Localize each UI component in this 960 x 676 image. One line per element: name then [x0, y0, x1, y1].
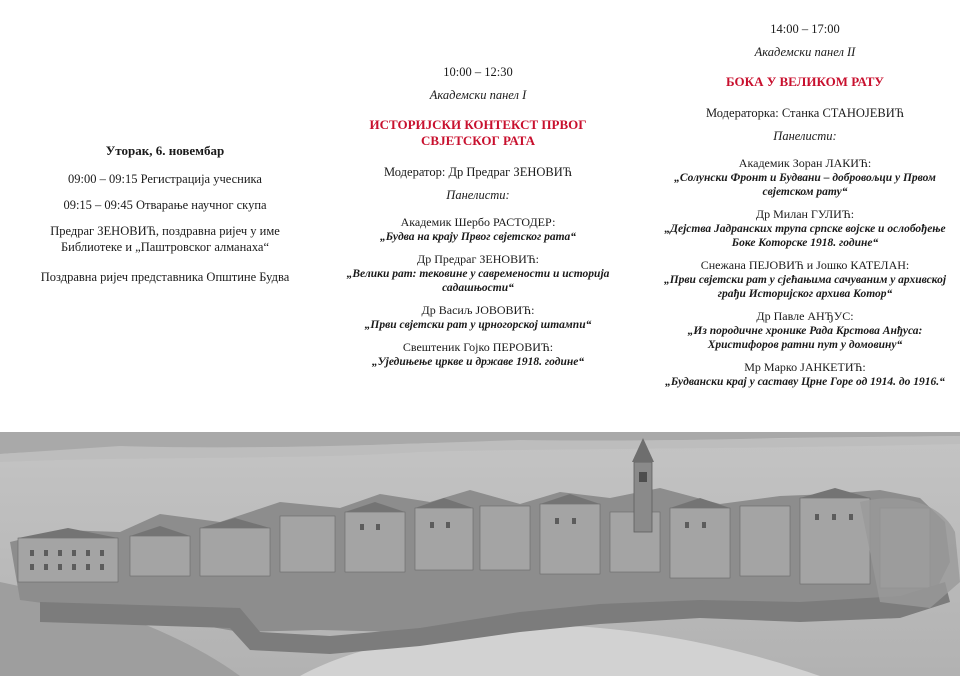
panel-2-panelists-label: Панелисти:	[773, 129, 837, 143]
talk-title: „Солунски Фронт и Будвани – добровољци у Првом свјетском рату“	[674, 172, 936, 198]
talk-item	[655, 156, 955, 199]
talk-item	[655, 309, 955, 352]
panel-1-column	[338, 65, 618, 377]
talk-title: „Уједињење цркве и државе 1918. године“	[371, 356, 585, 368]
panel-2-label: Академски панел II	[754, 45, 856, 59]
day-date: Уторак, 6. новембар	[105, 143, 225, 158]
talk-speaker: Др Предраг ЗЕНОВИЋ:	[417, 252, 539, 266]
historical-photo	[0, 432, 960, 676]
talk-speaker: Мр Марко ЈАНКЕТИЋ:	[744, 360, 866, 374]
panel-2-column	[655, 22, 955, 397]
schedule-registration: 09:00 – 09:15 Регистрација учесника	[68, 172, 262, 186]
talk-title: „Дејства Јадранских трупа српске војске и ослобођење Боке Которске 1918. године“	[664, 223, 946, 249]
talk-speaker: Др Милан ГУЛИЋ:	[755, 207, 855, 221]
opening-column	[20, 143, 310, 299]
talk-title: „Будвански крај у саставу Црне Горе од 1914. до 1916.“	[665, 376, 945, 388]
talk-item	[338, 215, 618, 244]
talk-item	[655, 207, 955, 250]
greeting-municipality: Поздравна ријеч представника Општине Будва	[40, 270, 290, 284]
panel-1-title: ИСТОРИЈСКИ КОНТЕКСТ ПРВОГ СВЈЕТСКОГ РАТА	[369, 117, 587, 148]
panel-2-moderator: Модераторка: Станка СТАНОЈЕВИЋ	[705, 106, 905, 120]
panel-1-moderator: Модератор: Др Предраг ЗЕНОВИЋ	[383, 165, 573, 179]
talk-title: „Будва на крају Првог свјетског рата“	[379, 231, 577, 243]
panel-1-label: Академски панел I	[429, 88, 527, 102]
talk-title: „Први свјетски рат у сјећањима сачуваним у архивској грађи Историјског архива Котор“	[663, 274, 947, 300]
panel-1-panelists-label: Панелисти:	[446, 188, 510, 202]
talk-title: „Велики рат: тековине у савремености и историја садашњости“	[346, 268, 610, 294]
talk-speaker: Академик Зоран ЛАКИЋ:	[738, 156, 872, 170]
talk-title: „Први свјетски рат у црногорској штампи“	[364, 319, 592, 331]
talk-item	[338, 303, 618, 332]
talk-speaker: Свештеник Гојко ПЕРОВИЋ:	[402, 340, 554, 354]
talk-speaker: Др Васиљ ЈОВОВИЋ:	[421, 303, 535, 317]
panel-2-title: БОКА У ВЕЛИКОМ РАТУ	[726, 74, 884, 89]
talk-title: „Из породичне хронике Рада Крстова Анђуса: Христифоров ратни пут у домовину“	[687, 325, 923, 351]
talk-item	[338, 340, 618, 369]
old-town-illustration	[0, 432, 960, 676]
greeting-library: Предраг ЗЕНОВИЋ, поздравна ријеч у име Библиотеке и „Паштровског алманаха“	[50, 224, 280, 254]
talk-speaker: Др Павле АНЂУС:	[756, 309, 854, 323]
talk-item	[655, 360, 955, 389]
talk-speaker: Академик Шербо РАСТОДЕР:	[400, 215, 556, 229]
schedule-opening: 09:15 – 09:45 Отварање научног скупа	[63, 198, 267, 212]
panel-1-time: 10:00 – 12:30	[443, 65, 513, 79]
talk-item	[338, 252, 618, 295]
talk-item	[655, 258, 955, 301]
talk-speaker: Снежана ПЕЈОВИЋ и Јошко КАТЕЛАН:	[700, 258, 910, 272]
panel-2-time: 14:00 – 17:00	[770, 22, 840, 36]
